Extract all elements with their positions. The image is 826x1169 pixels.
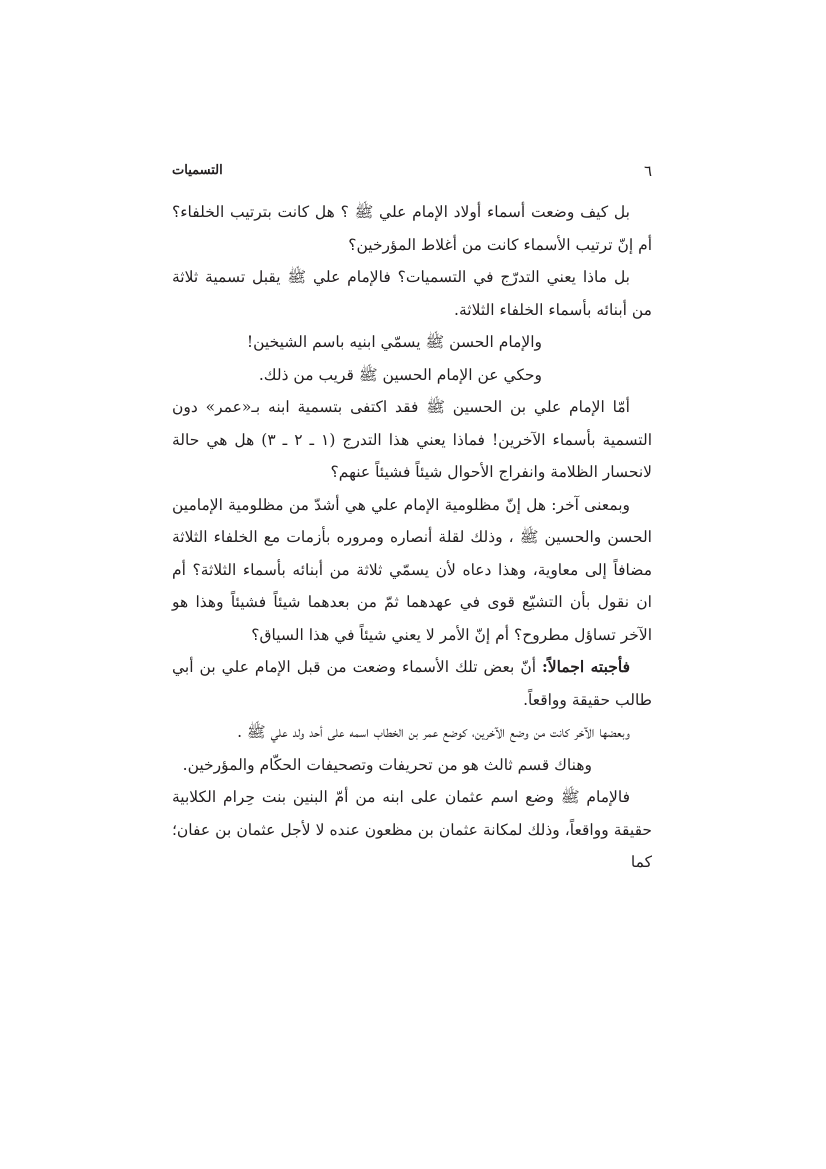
paragraph: فالإمام ﷺ وضع اسم عثمان على ابنه من أمّ البنين بنت حِرام الكلابية حقيقة وواقعاً، وذلك لمكانة عثمان بن مظعون عنده لا لأجل عثمان بن عفان؛ كما [172, 788, 652, 871]
body-text [172, 196, 652, 879]
paragraph: بل كيف وضعت أسماء أولاد الإمام علي ﷺ ؟ هل كانت بترتيب الخلفاء؟ أم إنّ ترتيب الأسماء كانت من أغلاط المؤرخين؟ [172, 203, 652, 254]
paragraph: أمّا الإمام علي بن الحسين ﷺ فقد اكتفى بتسمية ابنه بـ«عمر» دون التسمية بأسماء الآخرين! فماذا يعني هذا التدرج (١ ـ ٢ ـ ٣) هل هي حالة لانحسار الظلامة وانفراج الأحوال شيئاً فشيئاً عنهم؟ [172, 398, 653, 481]
paragraph: وبعضها الآخر كانت من وضع الآخرين، كوضع عمر بن الخطاب اسمه على أحد ولد علي ﷺ . [237, 723, 630, 741]
paragraph: فأجبته اجمالاً: أنّ بعض تلك الأسماء وضعت من قبل الإمام علي بن أبي طالب حقيقة وواقعاً. [172, 657, 652, 709]
paragraph-lead: فأجبته اجمالاً: [542, 657, 630, 676]
running-header [172, 160, 652, 184]
paragraph: بل ماذا يعني التدرّج في التسميات؟ فالإمام علي ﷺ يقبل تسمية ثلاثة من أبنائه بأسماء الخلفاء الثلاثة. [172, 268, 652, 319]
paragraph: وبمعنى آخر: هل إنّ مظلومية الإمام علي هي أشدّ من مظلومية الإمامين الحسن والحسين ﷺ ، وذلك لقلة أنصاره ومروره بأزمات مع الخلفاء الثلاثة مضافاً إلى معاوية، وهذا دعاه لأن يسمّي ثلاثة من أبنائه بأسماء الثلاثة؟ أم ان نقول بأن التشيّع قوى في عهدهما ثمّ من بعدهما شيئاً فشيئاً وهذا هو الآخر تساؤل مطروح؟ أم إنّ الأمر لا يعني شيئاً في هذا السياق؟ [172, 495, 652, 644]
page-number: ٦ [643, 162, 652, 180]
paragraph: وهناك قسم ثالث هو من تحريفات وتصحيفات الحكّام والمؤرخين. [182, 755, 592, 774]
running-title: التسميات [172, 163, 223, 178]
paragraph: والإمام الحسن ﷺ يسمّي ابنيه باسم الشيخين! [246, 333, 542, 351]
paragraph: وحكي عن الإمام الحسين ﷺ قريب من ذلك. [258, 365, 542, 384]
